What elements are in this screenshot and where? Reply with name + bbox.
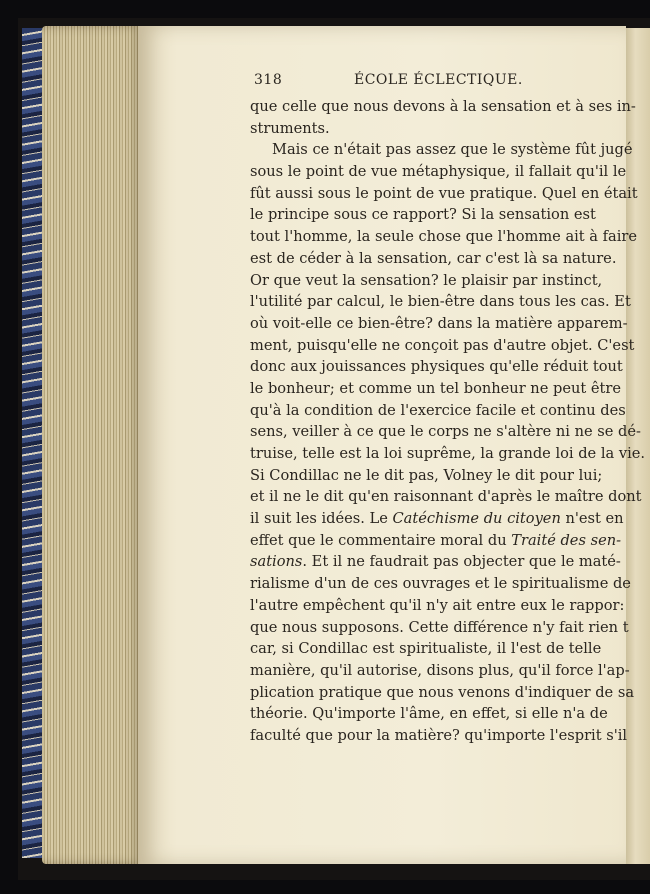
text-line: [250, 573, 631, 595]
text-line: [250, 660, 630, 682]
line-text: Or que veut la sensation? le plaisir par instinct,: [250, 271, 603, 289]
line-text: tout l'homme, la seule chose que l'homme ait à faire: [250, 228, 638, 246]
text-line: [250, 356, 623, 378]
text-line: [250, 443, 646, 465]
line-text: que nous supposons. Cette différence n'y fait rien t: [250, 618, 629, 636]
text-line: [250, 270, 603, 292]
line-text: Si Condillac ne le dit pas, Volney le dit pour lui;: [250, 466, 603, 484]
text-line: [250, 508, 624, 530]
line-text: le principe sous ce rapport? Si la sensation est: [250, 206, 596, 224]
text-line: [250, 248, 617, 270]
text-line: [250, 313, 628, 335]
line-text: où voit-elle ce bien-être? dans la matière apparem-: [250, 314, 628, 332]
text-line: [250, 226, 638, 248]
text-line: [250, 335, 635, 357]
text-line: [250, 378, 621, 400]
text-line: [250, 183, 638, 205]
text-line: [250, 725, 628, 747]
text-line: [250, 486, 642, 508]
line-text: rialisme d'un de ces ouvrages et le spiritualisme de: [250, 575, 631, 593]
text-line: [250, 595, 625, 617]
line-text: Mais ce n'était pas assez que le système fût jugé: [272, 141, 633, 159]
line-text: le bonheur; et comme un tel bonheur ne peut être: [250, 379, 621, 397]
text-line: [250, 161, 627, 183]
text-line: [250, 204, 596, 226]
line-text: n'est en: [560, 510, 624, 528]
line-text: . Et il ne faudrait pas objecter que le maté-: [302, 553, 621, 571]
text-line: [250, 118, 592, 140]
text-line: [250, 682, 635, 704]
line-text: qu'à la condition de l'exercice facile et continu des: [250, 401, 626, 419]
text-line: [250, 96, 636, 118]
line-text: ment, puisqu'elle ne conçoit pas d'autre objet. C'est: [250, 336, 635, 354]
text-line: [250, 551, 621, 573]
line-text: truise, telle est la loi suprême, la grande loi de la vie.: [250, 445, 646, 462]
line-text: l'autre empêchent qu'il n'y ait entre eux le rappor:: [250, 596, 625, 614]
line-text: effet que le commentaire moral du: [250, 531, 512, 549]
line-text: et il ne le dit qu'en raisonnant d'après le maître dont: [250, 488, 642, 506]
text-line: [250, 465, 603, 487]
line-text: fût aussi sous le point de vue pratique. Quel en était: [250, 184, 638, 202]
page-edges: [42, 26, 142, 864]
line-text: sens, veiller à ce que le corps ne s'altère ni ne se dé-: [250, 423, 641, 441]
line-text: théorie. Qu'importe l'âme, en effet, si elle n'a de: [250, 705, 608, 723]
line-text: plication pratique que nous venons d'indiquer de sa: [250, 683, 635, 701]
line-text: il suit les idées. Le: [250, 510, 393, 528]
italic-title: Catéchisme du citoyen: [392, 510, 561, 528]
line-text: struments.: [250, 119, 330, 137]
page-header: [254, 72, 592, 94]
text-line: [250, 400, 626, 422]
text-line: [250, 617, 629, 639]
text-line: [250, 638, 602, 660]
text-line: [250, 139, 633, 161]
page-number: 318: [254, 72, 283, 88]
line-text: sous le point de vue métaphysique, il fallait qu'il le: [250, 163, 627, 181]
line-text: faculté que pour la matière? qu'importe l'esprit s'il: [250, 726, 628, 744]
line-text: car, si Condillac est spiritualiste, il l'est de telle: [250, 640, 602, 658]
body-text: [250, 96, 646, 747]
running-title: ÉCOLE ÉCLECTIQUE.: [354, 72, 523, 88]
text-line: [250, 703, 608, 725]
text-line: [250, 291, 631, 313]
line-text: que celle que nous devons à la sensation et à ses in-: [250, 98, 636, 115]
text-line: [250, 530, 622, 552]
line-text: est de céder à la sensation, car c'est là sa nature.: [250, 249, 617, 267]
italic-title: Traité des sen-: [511, 531, 622, 549]
line-text: manière, qu'il autorise, disons plus, qu'il force l'ap-: [250, 661, 630, 679]
line-text: donc aux jouissances physiques qu'elle réduit tout: [250, 358, 623, 376]
line-text: l'utilité par calcul, le bien-être dans tous les cas. Et: [250, 293, 631, 311]
italic-title: sations: [250, 553, 303, 571]
text-line: [250, 421, 641, 443]
